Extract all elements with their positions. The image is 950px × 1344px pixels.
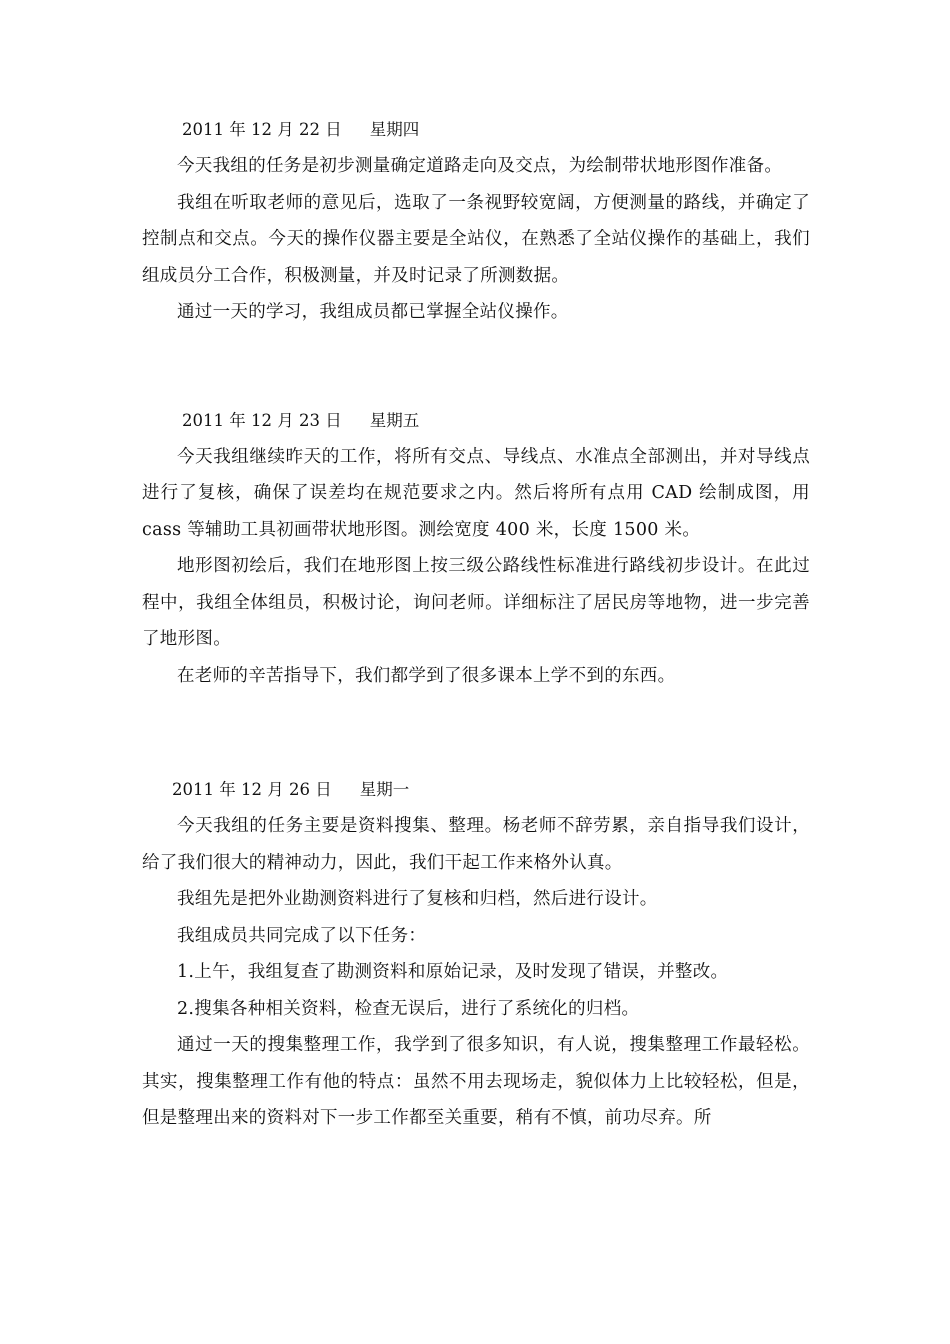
entry-date-line [142, 772, 810, 808]
diary-entry [142, 112, 810, 331]
entry-paragraph: 2.搜集各种相关资料，检查无误后，进行了系统化的归档。 [177, 998, 640, 1019]
document-body [142, 112, 810, 1137]
entry-paragraph: 今天我组继续昨天的工作，将所有交点、导线点、水准点全部测出，并对导线点进行了复核，确保了误差均在规范要求之内。然后将所有点用 CAD 绘制成图，用 cass 等辅助工具初画带状地形图。测绘宽度 400 米，长度 1500 米。 [142, 446, 810, 540]
entry-spacer [142, 331, 810, 403]
entry-paragraph: 今天我组的任务是初步测量确定道路走向及交点，为绘制带状地形图作准备。 [177, 156, 783, 176]
entry-paragraph: 今天我组的任务主要是资料搜集、整理。杨老师不辞劳累，亲自指导我们设计，给了我们很大的精神动力，因此，我们干起工作来格外认真。 [142, 816, 810, 873]
diary-entry [142, 403, 810, 695]
entry-date: 2011 年 12 月 22 日 [182, 120, 342, 139]
entry-paragraph: 通过一天的学习，我组成员都已掌握全站仪操作。 [177, 302, 569, 322]
entry-weekday: 星期五 [369, 410, 420, 430]
entry-paragraph: 我组先是把外业勘测资料进行了复核和归档，然后进行设计。 [177, 889, 658, 909]
entry-paragraph: 1.上午，我组复查了勘测资料和原始记录，及时发现了错误，并整改。 [177, 962, 729, 982]
entry-paragraph: 我组成员共同完成了以下任务： [177, 925, 427, 946]
diary-entry [142, 772, 810, 1137]
entry-weekday: 星期一 [359, 780, 410, 799]
entry-paragraph: 通过一天的搜集整理工作，我学到了很多知识，有人说，搜集整理工作最轻松。其实，搜集整理工作有他的特点：虽然不用去现场走，貌似体力上比较轻松，但是，但是整理出来的资料对下一步工作都至关重要，稍有不慎，前功尽弃。所 [142, 1035, 810, 1128]
entry-date-line [142, 112, 810, 148]
entry-date: 2011 年 12 月 26 日 [172, 780, 332, 799]
entry-date: 2011 年 12 月 23 日 [182, 410, 342, 430]
entry-paragraph: 在老师的辛苦指导下，我们都学到了很多课本上学不到的东西。 [177, 665, 676, 686]
entry-paragraph: 我组在听取老师的意见后，选取了一条视野较宽阔，方便测量的路线，并确定了控制点和交点。今天的操作仪器主要是全站仪，在熟悉了全站仪操作的基础上，我们组成员分工合作，积极测量，并及时记录了所测数据。 [142, 192, 810, 286]
entry-spacer [142, 694, 810, 772]
entry-date-line [142, 403, 810, 439]
entry-paragraph: 地形图初绘后，我们在地形图上按三级公路线性标准进行路线初步设计。在此过程中，我组全体组员，积极讨论，询问老师。详细标注了居民房等地物，进一步完善了地形图。 [142, 556, 810, 649]
entry-weekday: 星期四 [369, 120, 420, 139]
